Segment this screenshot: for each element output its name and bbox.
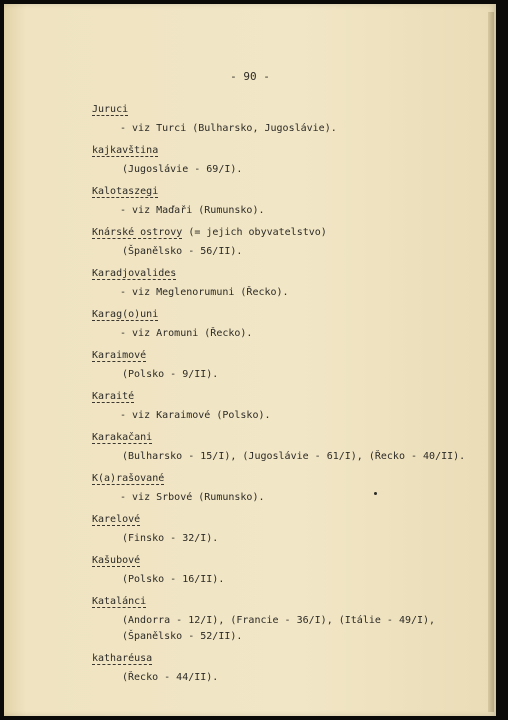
- index-entry: [92, 554, 472, 587]
- entry-reference: (Andorra - 12/I), (Francie - 36/I), (Itálie - 49/I),: [122, 615, 436, 626]
- entry-heading: [92, 595, 472, 614]
- entry-heading: [92, 185, 472, 204]
- entry-term: Juruci: [92, 104, 129, 115]
- index-entry: [92, 652, 472, 685]
- entry-term: K(a)rašované: [92, 473, 165, 484]
- entry-reference: - viz Meglenorumuni (Řecko).: [120, 287, 289, 298]
- entry-term-note: (= jejich obyvatelstvo): [182, 227, 327, 238]
- index-entry: [92, 390, 472, 423]
- entry-term: Katalánci: [92, 596, 147, 607]
- entry-reference: (Polsko - 16/II).: [122, 574, 225, 585]
- entry-term: Kalotaszegi: [92, 186, 159, 197]
- entry-term: Karaimové: [92, 350, 147, 361]
- entry-heading: [92, 226, 472, 245]
- index-entry: [92, 226, 472, 259]
- entry-reference: - viz Srbové (Rumunsko).: [120, 492, 265, 503]
- index-entry: [92, 513, 472, 546]
- index-entry: [92, 144, 472, 177]
- entry-reference: (Bulharsko - 15/I), (Jugoslávie - 61/I), (Řecko - 40/II).: [122, 451, 466, 462]
- entry-reference: (Polsko - 9/II).: [122, 369, 219, 380]
- index-entry: [92, 103, 472, 136]
- entry-term: Karag(o)uni: [92, 309, 159, 320]
- entry-heading: [92, 554, 472, 573]
- index-entry: [92, 308, 472, 341]
- entry-reference: (Řecko - 44/II).: [122, 672, 219, 683]
- entry-reference: (Jugoslávie - 69/I).: [122, 164, 243, 175]
- index-entry: [92, 595, 472, 644]
- index-entries: [92, 103, 472, 693]
- index-entry: [92, 185, 472, 218]
- ink-speck: [374, 492, 377, 495]
- entry-term: Kašubové: [92, 555, 141, 566]
- entry-heading: [92, 308, 472, 327]
- entry-heading: [92, 390, 472, 409]
- page-number: - 90 -: [230, 70, 270, 83]
- entry-term: kajkavština: [92, 145, 159, 156]
- entry-heading: [92, 144, 472, 163]
- entry-term: katharéusa: [92, 653, 153, 664]
- index-entry: [92, 267, 472, 300]
- entry-term: Karelové: [92, 514, 141, 525]
- entry-reference: - viz Turci (Bulharsko, Jugoslávie).: [120, 123, 337, 134]
- entry-heading: [92, 349, 472, 368]
- entry-term: Karakačani: [92, 432, 153, 443]
- entry-reference: - viz Aromuni (Řecko).: [120, 328, 253, 339]
- entry-reference: (Španělsko - 52/II).: [122, 631, 243, 642]
- entry-heading: [92, 513, 472, 532]
- entry-heading: [92, 472, 472, 491]
- entry-heading: [92, 267, 472, 286]
- document-page: [4, 4, 496, 716]
- entry-reference: - viz Maďaři (Rumunsko).: [120, 205, 265, 216]
- entry-heading: [92, 652, 472, 671]
- entry-term: Knárské ostrovy: [92, 227, 183, 238]
- entry-heading: [92, 431, 472, 450]
- entry-term: Karadjovalides: [92, 268, 177, 279]
- index-entry: [92, 472, 472, 505]
- entry-term: Karaité: [92, 391, 135, 402]
- entry-reference: (Španělsko - 56/II).: [122, 246, 243, 257]
- index-entry: [92, 349, 472, 382]
- entry-heading: [92, 103, 472, 122]
- entry-reference: - viz Karaimové (Polsko).: [120, 410, 271, 421]
- entry-reference: (Finsko - 32/I).: [122, 533, 219, 544]
- index-entry: [92, 431, 472, 464]
- page-edge: [488, 12, 494, 712]
